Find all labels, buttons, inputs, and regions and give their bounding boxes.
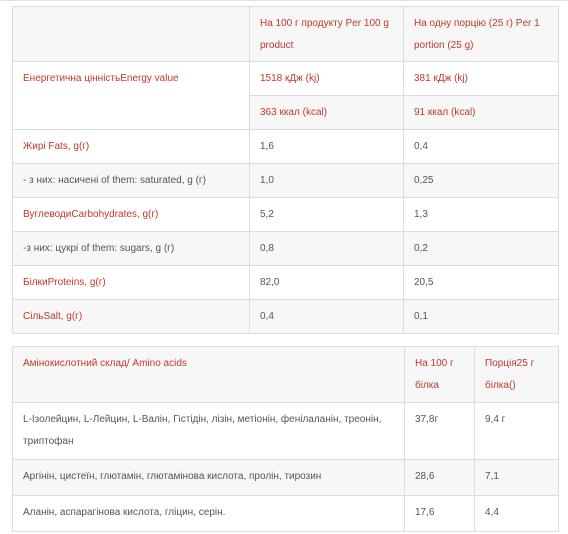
nutrition-header-row bbox=[13, 7, 559, 62]
amino-header-per-portion: Порція25 г білка() bbox=[475, 347, 559, 403]
amino-row-per-100: 28,6 bbox=[405, 460, 475, 496]
nutrition-row-label: ВуглеводиCarbohydrates, g(г) bbox=[13, 198, 250, 232]
amino-header-row bbox=[13, 347, 559, 403]
energy-kj-100: 1518 кДж (kj) bbox=[250, 62, 404, 96]
nutrition-row-per-portion: 0,2 bbox=[404, 232, 559, 266]
energy-row bbox=[13, 62, 559, 96]
amino-row-label: Аргінін, цистеїн, глютамін, глютамінова кислота, пролін, тирозин bbox=[13, 460, 405, 496]
energy-kcal-100: 363 ккал (kcal) bbox=[250, 96, 404, 130]
amino-row-per-portion: 7,1 bbox=[475, 460, 559, 496]
amino-row bbox=[13, 460, 559, 496]
nutrition-row-per-100: 1,6 bbox=[250, 130, 404, 164]
nutrition-header-label bbox=[13, 7, 250, 62]
amino-row-per-portion: 4,4 bbox=[475, 496, 559, 532]
energy-kj-portion: 381 кДж (kj) bbox=[404, 62, 559, 96]
nutrition-row bbox=[13, 130, 559, 164]
nutrition-header-per-100: На 100 г продукту Per 100 g product bbox=[250, 7, 404, 62]
nutrition-row-per-100: 82,0 bbox=[250, 266, 404, 300]
nutrition-row-per-portion: 0,25 bbox=[404, 164, 559, 198]
nutrition-row-label: -з них: цукрі of them: sugars, g (г) bbox=[13, 232, 250, 266]
nutrition-row-label: Жирі Fats, g(г) bbox=[13, 130, 250, 164]
amino-header-label: Амінокислотний склад/ Amino acids bbox=[13, 347, 405, 403]
energy-label: Енергетична цінністьEnergy value bbox=[13, 62, 250, 130]
nutrition-header-per-portion: На одну порцію (25 г) Per 1 portion (25 g) bbox=[404, 7, 559, 62]
nutrition-row-label: - з них: насичені of them: saturated, g (г) bbox=[13, 164, 250, 198]
amino-acids-table bbox=[12, 346, 559, 532]
nutrition-row bbox=[13, 232, 559, 266]
nutrition-row-per-portion: 0,1 bbox=[404, 300, 559, 334]
nutrition-row-per-portion: 0,4 bbox=[404, 130, 559, 164]
amino-row-per-portion: 9,4 г bbox=[475, 403, 559, 460]
amino-row bbox=[13, 496, 559, 532]
nutrition-row-label: СільSalt, g(г) bbox=[13, 300, 250, 334]
nutrition-row-label: БілкиProteins, g(г) bbox=[13, 266, 250, 300]
nutrition-row-per-portion: 20,5 bbox=[404, 266, 559, 300]
amino-row-label: L-Ізолейцин, L-Лейцин, L-Валін, Гістідін, лізін, метіонін, фенілаланін, треонін, триптофан bbox=[13, 403, 405, 460]
nutrition-row bbox=[13, 266, 559, 300]
nutrition-row-per-100: 5,2 bbox=[250, 198, 404, 232]
nutrition-row-per-100: 0,4 bbox=[250, 300, 404, 334]
amino-row-per-100: 17,6 bbox=[405, 496, 475, 532]
amino-row-per-100: 37,8г bbox=[405, 403, 475, 460]
nutrition-row bbox=[13, 164, 559, 198]
amino-row-label: Аланін, аспарагінова кислота, гліцин, серін. bbox=[13, 496, 405, 532]
energy-kcal-portion: 91 ккал (kcal) bbox=[404, 96, 559, 130]
nutrition-row-per-portion: 1,3 bbox=[404, 198, 559, 232]
nutrition-table bbox=[12, 6, 559, 334]
nutrition-row-per-100: 0,8 bbox=[250, 232, 404, 266]
nutrition-row bbox=[13, 300, 559, 334]
amino-row bbox=[13, 403, 559, 460]
top-divider bbox=[0, 0, 568, 1]
nutrition-row-per-100: 1,0 bbox=[250, 164, 404, 198]
amino-header-per-100: На 100 г білка bbox=[405, 347, 475, 403]
nutrition-row bbox=[13, 198, 559, 232]
